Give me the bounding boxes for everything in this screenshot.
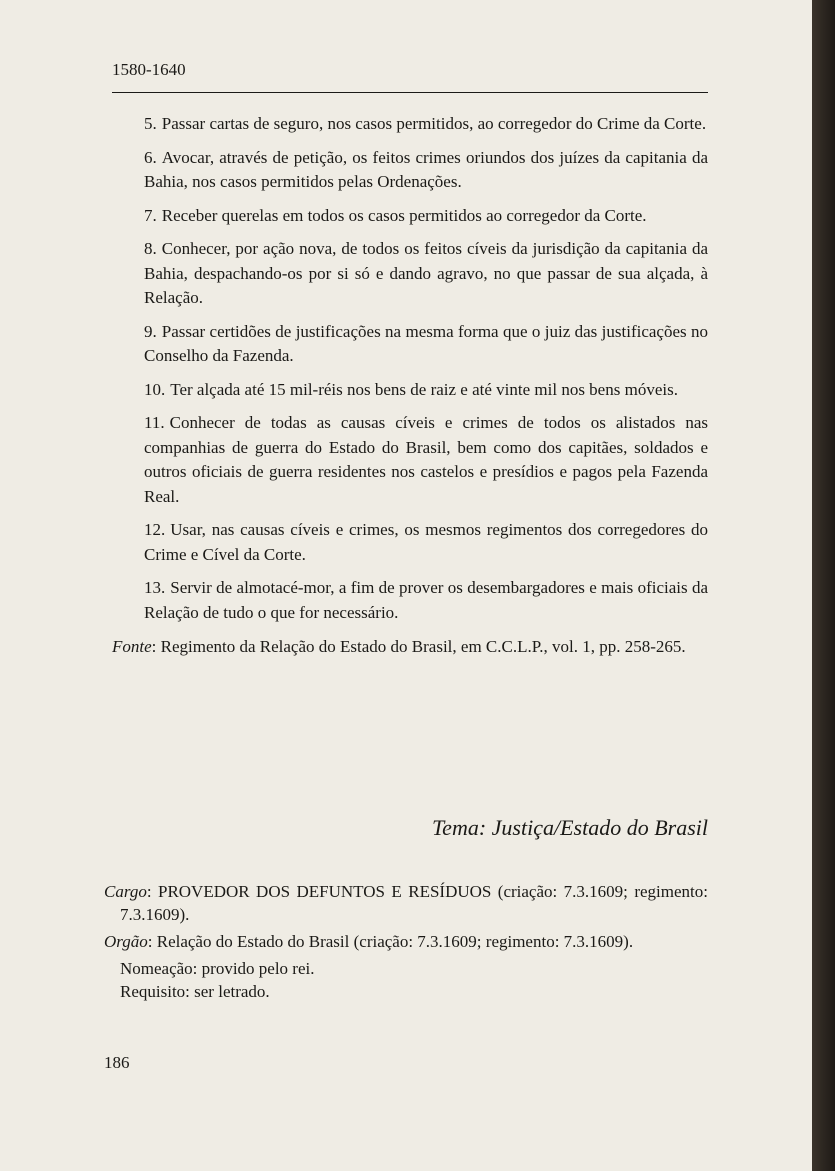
list-item (112, 112, 708, 137)
item-text: Servir de almotacé-mor, a fim de prover os desembargadores e mais oficiais da Relação de tudo o que for necessário. (144, 578, 708, 622)
source-citation (112, 635, 708, 660)
nomeacao-line: Nomeação: provido pelo rei. (120, 959, 315, 978)
item-number: 8. (144, 239, 157, 258)
item-text: Passar cartas de seguro, nos casos permitidos, ao corregedor do Crime da Corte. (161, 114, 707, 133)
item-text: Ter alçada até 15 mil-réis nos bens de raiz e até vinte mil nos bens móveis. (170, 379, 678, 399)
item-text: Passar certidões de justificações na mesma forma que o juiz das justificações no Conselho da Fazenda. (144, 321, 708, 365)
cargo-text: : PROVEDOR DOS DEFUNTOS E RESÍDUOS (criação: 7.3.1609; regimento: 7.3.1609). (120, 882, 708, 924)
item-number: 13. (144, 578, 166, 597)
page-number: 186 (104, 1053, 130, 1072)
item-number: 7. (144, 205, 157, 225)
item-text: Usar, nas causas cíveis e crimes, os mesmos regimentos dos corregedores do Crime e Cível da Corte. (144, 520, 708, 564)
list-item (112, 320, 708, 369)
list-item (112, 411, 708, 509)
theme-heading: Tema: Justiça/Estado do Brasil (431, 815, 708, 840)
header-rule (112, 92, 708, 93)
source-label: Fonte (112, 637, 152, 656)
list-item (112, 378, 708, 403)
running-header: 1580-1640 (112, 60, 186, 79)
item-text: Avocar, através de petição, os feitos crimes oriundos dos juízes da capitania da Bahia, nos casos permitidos pelas Ordenações. (144, 147, 708, 191)
requisito-line: Requisito: ser letrado. (120, 982, 270, 1001)
orgao-text: : Relação do Estado do Brasil (criação: 7.3.1609; regimento: 7.3.1609). (147, 932, 634, 951)
item-number: 12. (144, 520, 166, 539)
item-text: Receber querelas em todos os casos permitidos ao corregedor da Corte. (161, 205, 647, 225)
office-entry (104, 880, 708, 1003)
list-item (112, 146, 708, 195)
item-number: 6. (144, 147, 157, 167)
list-item (112, 237, 708, 311)
item-number: 9. (144, 321, 157, 341)
item-text: Conhecer, por ação nova, de todos os feitos cíveis da jurisdição da capitania da Bahia, despachando-os por si só e dando agravo, no que passar de sua alçada, à Relação. (144, 239, 708, 307)
attributions-list (112, 112, 708, 677)
item-number: 10. (144, 379, 166, 399)
list-item (112, 518, 708, 567)
book-edge-shadow (812, 0, 835, 1171)
list-item (112, 204, 708, 229)
source-text: : Regimento da Relação do Estado do Brasil, em C.C.L.P., vol. 1, pp. 258-265. (151, 637, 686, 656)
item-text: Conhecer de todas as causas cíveis e crimes de todos os alistados nas companhias de guerra do Estado do Brasil, bem como dos capitães, soldados e outros oficiais de guerra residentes nos castelos e presídios e pagos pela Fazenda Real. (144, 413, 708, 506)
orgao-line (104, 930, 708, 953)
cargo-label: Cargo (104, 882, 147, 901)
item-number: 5. (144, 114, 157, 133)
orgao-label: Orgão (104, 932, 148, 951)
cargo-line (104, 880, 708, 926)
list-item (112, 576, 708, 625)
item-number: 11. (144, 413, 165, 432)
